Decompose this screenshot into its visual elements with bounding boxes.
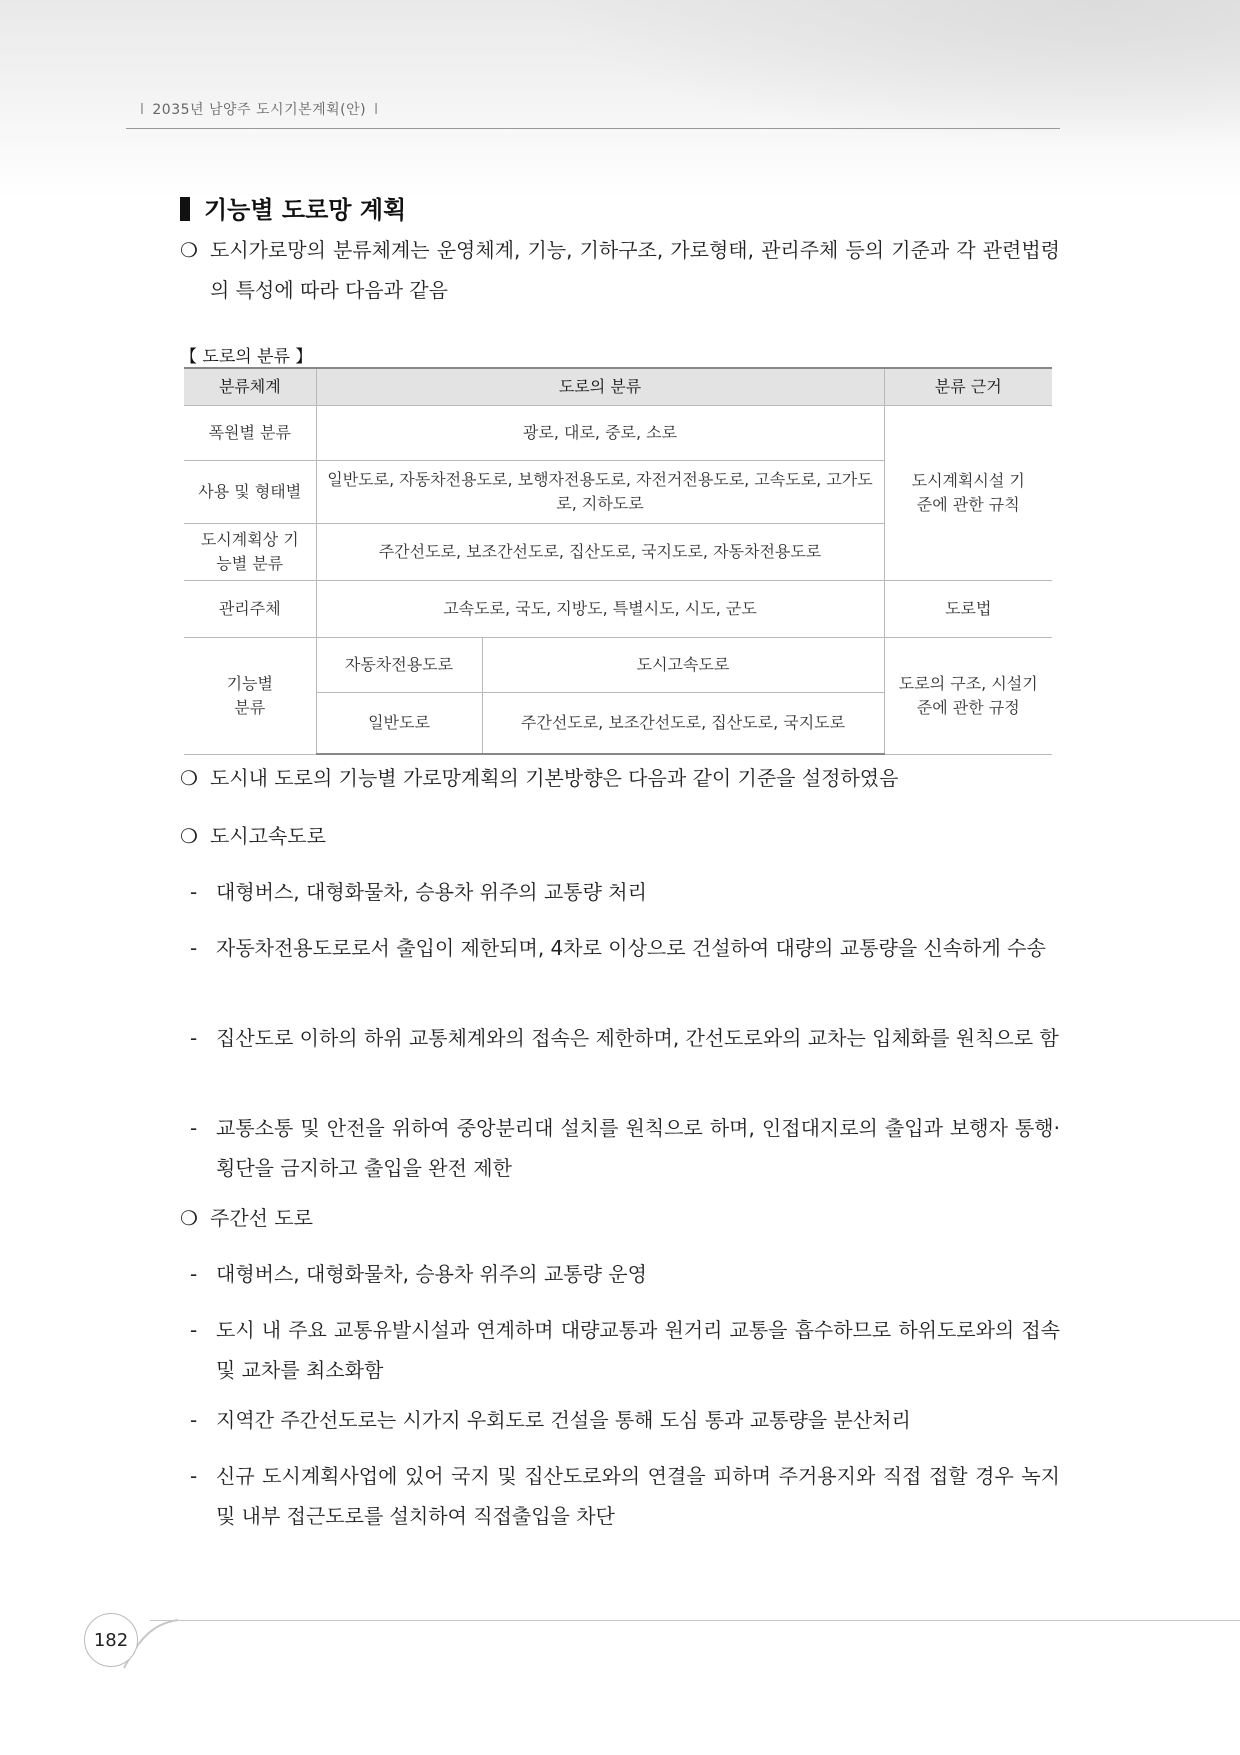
list-item-text: 도시 내 주요 교통유발시설과 연계하며 대량교통과 원거리 교통을 흡수하므로 하위도로와의 접속 및 교차를 최소화함 (216, 1318, 1060, 1382)
cell-classes: 고속도로, 국도, 지방도, 특별시도, 시도, 군도 (316, 581, 884, 638)
circle-bullet-icon: ❍ (180, 766, 198, 790)
dash-bullet: - (190, 1318, 198, 1342)
list-item-text: 자동차전용도로로서 출입이 제한되며, 4차로 이상으로 건설하여 대량의 교통량을 신속하게 수송 (216, 936, 1046, 960)
cell-system: 기능별 분류 (184, 638, 316, 755)
cell-system: 사용 및 형태별 (184, 461, 316, 524)
running-title: 2035년 남양주 도시기본계획(안) (152, 102, 367, 118)
direction-text: 도시내 도로의 기능별 가로망계획의 기본방향은 다음과 같이 기준을 설정하였음 (210, 766, 899, 790)
list-item (190, 1456, 1060, 1536)
page-number-badge (84, 1613, 138, 1667)
cell-classes: 주간선도로, 보조간선도로, 집산도로, 국지도로 (482, 693, 884, 755)
dash-bullet: - (190, 1262, 198, 1286)
section-title-text: 기능별 도로망 계획 (204, 196, 407, 224)
list-item-text: 대형버스, 대형화물차, 승용차 위주의 교통량 처리 (216, 880, 647, 904)
list-item (190, 872, 1060, 912)
list-item-text: 교통소통 및 안전을 위하여 중앙분리대 설치를 원칙으로 하며, 인접대지로의 출입과 보행자 통행·횡단을 금지하고 출입을 완전 제한 (216, 1116, 1060, 1180)
list-item-text: 지역간 주간선도로는 시가지 우회도로 건설을 통해 도심 통과 교통량을 분산처리 (216, 1408, 911, 1432)
intro-paragraph (180, 230, 1060, 310)
direction-paragraph (180, 758, 1060, 798)
dash-bullet: - (190, 1408, 198, 1432)
cell-classes: 일반도로, 자동차전용도로, 보행자전용도로, 자전거전용도로, 고속도로, 고가도로, 지하도로 (316, 461, 884, 524)
header-basis: 분류 근거 (884, 368, 1052, 406)
dash-bullet: - (190, 1116, 198, 1140)
list-item-text: 집산도로 이하의 하위 교통체계와의 접속은 제한하며, 간선도로와의 교차는 입체화를 원칙으로 함 (216, 1026, 1059, 1050)
header-classes: 도로의 분류 (316, 368, 884, 406)
dash-bullet: - (190, 936, 198, 960)
header-system: 분류체계 (184, 368, 316, 406)
list-item (190, 1400, 1060, 1440)
cell-basis: 도로의 구조, 시설기준에 관한 규정 (884, 638, 1052, 755)
list-item (190, 928, 1060, 968)
intro-text: 도시가로망의 분류체계는 운영체계, 기능, 기하구조, 가로형태, 관리주체 등의 기준과 각 관련법령의 특성에 따라 다음과 같음 (210, 238, 1060, 302)
road-classification-table (184, 367, 1052, 755)
list-item (190, 1108, 1060, 1188)
header-bar-right: l (374, 102, 379, 118)
circle-bullet-icon: ❍ (180, 824, 198, 848)
cell-classes: 도시고속도로 (482, 638, 884, 693)
dash-bullet: - (190, 1464, 198, 1488)
arterial-title: 주간선 도로 (210, 1206, 313, 1230)
list-item-text: 신규 도시계획사업에 있어 국지 및 집산도로와의 연결을 피하며 주거용지와 직접 접할 경우 녹지 및 내부 접근도로를 설치하여 직접출입을 차단 (216, 1464, 1060, 1528)
list-item (190, 1310, 1060, 1390)
table-header-row (184, 368, 1052, 406)
cell-classes: 주간선도로, 보조간선도로, 집산도로, 국지도로, 자동차전용도로 (316, 524, 884, 581)
list-item (190, 1254, 1060, 1294)
square-marker-icon (180, 197, 190, 221)
header-bar-left: l (140, 102, 145, 118)
expressway-title: 도시고속도로 (210, 824, 326, 848)
expressway-heading (180, 816, 1060, 856)
table-row (184, 638, 1052, 693)
arterial-heading (180, 1198, 1060, 1238)
list-item-text: 대형버스, 대형화물차, 승용차 위주의 교통량 운영 (216, 1262, 647, 1286)
section-title (180, 190, 406, 225)
cell-road-type: 자동차전용도로 (316, 638, 482, 693)
cell-system: 도시계획상 기능별 분류 (184, 524, 316, 581)
cell-basis: 도로법 (884, 581, 1052, 638)
footer-rule (150, 1620, 1240, 1621)
header-rule (126, 128, 1060, 129)
list-item (190, 1018, 1060, 1058)
cell-classes: 광로, 대로, 중로, 소로 (316, 406, 884, 461)
cell-system: 폭원별 분류 (184, 406, 316, 461)
cell-system: 관리주체 (184, 581, 316, 638)
circle-bullet-icon: ❍ (180, 1206, 198, 1230)
table-caption: 【 도로의 분류 】 (180, 347, 313, 367)
page-number: 182 (93, 1629, 129, 1651)
table-row (184, 406, 1052, 461)
cell-road-type: 일반도로 (316, 693, 482, 755)
cell-basis: 도시계획시설 기준에 관한 규칙 (884, 406, 1052, 581)
dash-bullet: - (190, 1026, 198, 1050)
table-row (184, 581, 1052, 638)
circle-bullet-icon: ❍ (180, 238, 198, 262)
running-header (132, 99, 387, 119)
dash-bullet: - (190, 880, 198, 904)
